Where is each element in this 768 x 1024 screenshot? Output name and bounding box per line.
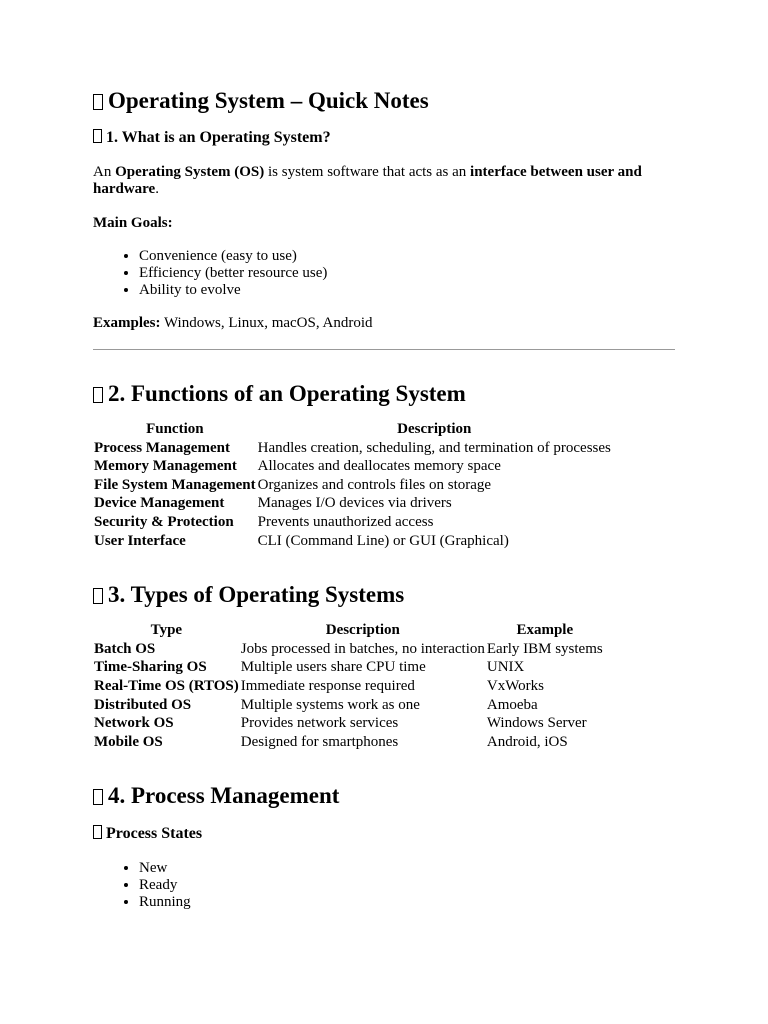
- description-cell: Allocates and deallocates memory space: [257, 458, 501, 475]
- description-cell: Immediate response required: [240, 677, 415, 694]
- process-states-list: [93, 860, 675, 911]
- os-types-table: [93, 621, 604, 751]
- section-2-heading: 2. Functions of an Operating System: [93, 381, 675, 407]
- section-3-heading: 3. Types of Operating Systems: [93, 582, 675, 608]
- list-item: • New: [139, 860, 675, 877]
- main-goals-label: Main Goals:: [93, 215, 173, 231]
- table-row: [93, 677, 604, 696]
- function-cell: Process Management: [94, 439, 230, 456]
- function-cell: File System Management: [94, 476, 256, 493]
- description-cell: CLI (Command Line) or GUI (Graphical): [257, 532, 509, 549]
- missing-glyph-icon: [93, 789, 103, 805]
- list-item: • Efficiency (better resource use): [139, 265, 675, 282]
- table-row: [93, 733, 604, 752]
- description-cell: Organizes and controls files on storage: [257, 476, 492, 493]
- example-cell: UNIX: [486, 659, 525, 676]
- example-cell: Android, iOS: [486, 733, 568, 750]
- section-4-heading: 4. Process Management: [93, 783, 675, 809]
- table-row: [93, 457, 612, 476]
- missing-glyph-icon: [93, 94, 103, 110]
- column-header-example: Example: [516, 622, 574, 639]
- example-cell: Windows Server: [486, 715, 587, 732]
- table-header-row: [93, 621, 604, 640]
- table-row: [93, 696, 604, 715]
- example-cell: Early IBM systems: [486, 640, 603, 657]
- table-row: [93, 658, 604, 677]
- list-item: • Convenience (easy to use): [139, 248, 675, 265]
- functions-table: [93, 420, 612, 550]
- description-cell: Provides network services: [240, 715, 399, 732]
- table-row: [93, 714, 604, 733]
- function-cell: User Interface: [94, 532, 186, 549]
- function-cell: Memory Management: [94, 458, 237, 475]
- column-header-function: Function: [146, 421, 204, 437]
- table-row: [93, 532, 612, 551]
- description-cell: Designed for smartphones: [240, 733, 399, 750]
- description-cell: Multiple users share CPU time: [240, 659, 426, 676]
- type-cell: Real-Time OS (RTOS): [94, 677, 239, 694]
- list-item: • Running: [139, 894, 675, 911]
- description-cell: Manages I/O devices via drivers: [257, 495, 452, 512]
- table-row: [93, 640, 604, 659]
- description-cell: Multiple systems work as one: [240, 696, 420, 713]
- table-row: [93, 513, 612, 532]
- table-row: [93, 476, 612, 495]
- os-definition: An Operating System (OS) is system software that acts as an interface between user and hardware.: [93, 164, 642, 197]
- function-cell: Device Management: [94, 495, 225, 512]
- type-cell: Batch OS: [94, 640, 156, 657]
- description-cell: Jobs processed in batches, no interaction: [240, 640, 485, 657]
- description-cell: Prevents unauthorized access: [257, 513, 434, 530]
- table-row: [93, 494, 612, 513]
- list-item: • Ability to evolve: [139, 282, 675, 299]
- description-cell: Handles creation, scheduling, and termination of processes: [257, 439, 611, 456]
- table-row: [93, 439, 612, 458]
- type-cell: Distributed OS: [94, 696, 192, 713]
- table-header-row: [93, 420, 612, 439]
- section-1-heading: 1. What is an Operating System?: [93, 128, 675, 148]
- missing-glyph-icon: [93, 825, 102, 839]
- missing-glyph-icon: [93, 387, 103, 403]
- type-cell: Network OS: [94, 715, 174, 732]
- column-header-description: Description: [325, 622, 400, 639]
- column-header-type: Type: [150, 622, 183, 639]
- section-divider: [93, 349, 675, 350]
- process-states-heading: Process States: [93, 824, 675, 844]
- examples-line: Examples: Windows, Linux, macOS, Android: [93, 315, 373, 331]
- page-title: Operating System – Quick Notes: [93, 0, 675, 114]
- main-goals-list: [93, 248, 675, 299]
- missing-glyph-icon: [93, 588, 103, 604]
- example-cell: VxWorks: [486, 677, 544, 694]
- list-item: • Ready: [139, 877, 675, 894]
- column-header-description: Description: [397, 421, 472, 437]
- example-cell: Amoeba: [486, 696, 538, 713]
- type-cell: Mobile OS: [94, 733, 163, 750]
- missing-glyph-icon: [93, 129, 102, 143]
- function-cell: Security & Protection: [94, 513, 234, 530]
- type-cell: Time-Sharing OS: [94, 659, 207, 676]
